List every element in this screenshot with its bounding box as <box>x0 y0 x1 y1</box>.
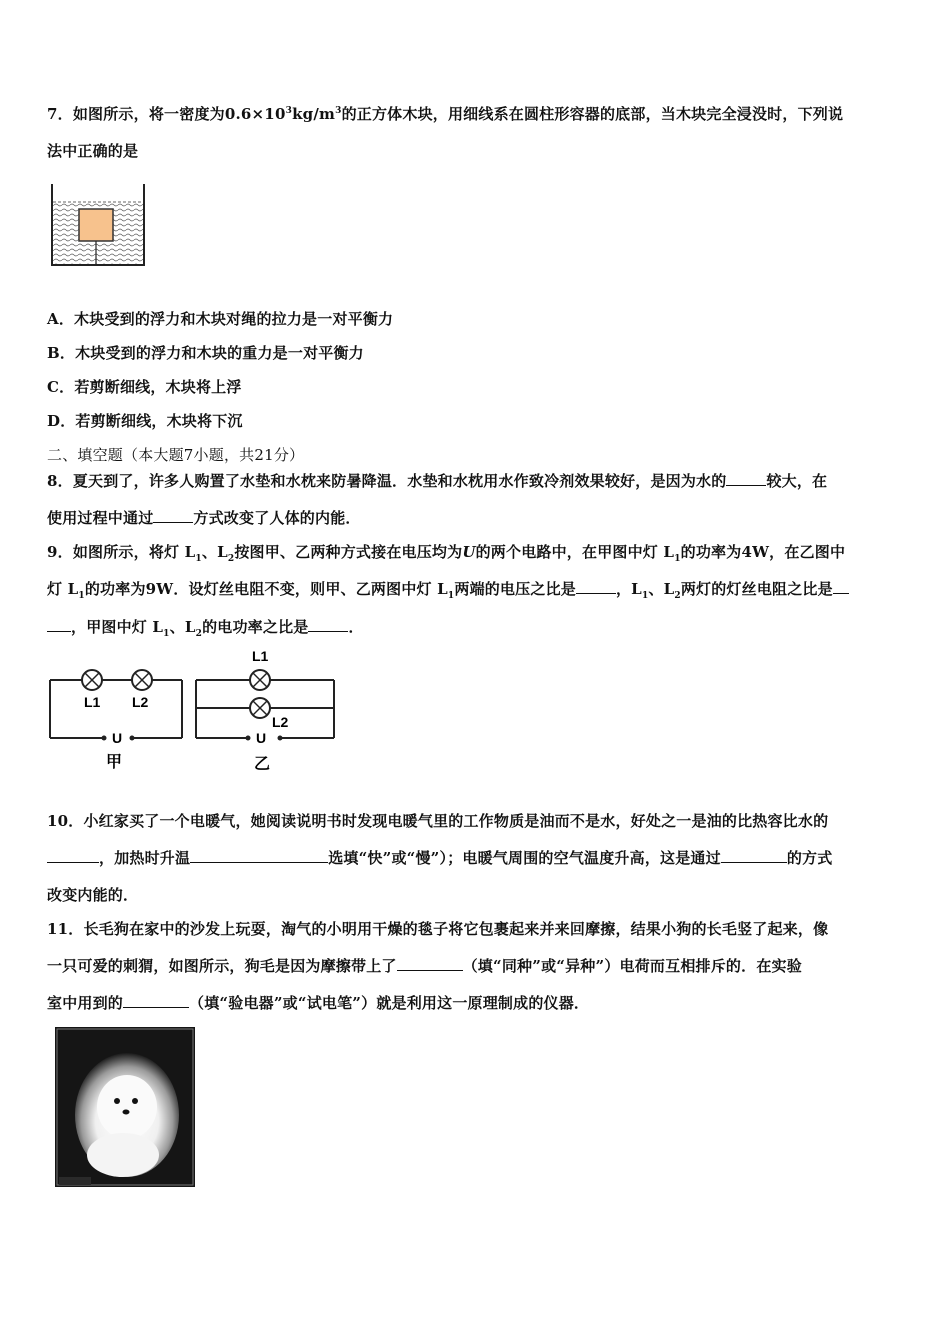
yi-l2-label: L2 <box>272 714 289 730</box>
q7-unit-exp: 3 <box>335 106 342 116</box>
terminal-dot <box>278 736 283 741</box>
q8-text-c: 使用过程中通过 <box>47 509 154 527</box>
terminal-dot <box>102 736 107 741</box>
q7-unit: kg/m <box>292 105 336 123</box>
q9-blank-2a <box>833 579 849 594</box>
q9-s8: 1 <box>163 629 170 639</box>
lamp-icon <box>250 698 270 718</box>
q9-blank-1 <box>576 579 616 594</box>
wood-block <box>79 209 113 241</box>
q7-option-c: C．若剪断细线，木块将上浮 <box>47 378 242 396</box>
q9-t10: 、L <box>648 580 675 598</box>
q7-density-exp: 3 <box>285 106 293 116</box>
dog-eye <box>132 1098 138 1104</box>
dog-eye <box>114 1098 120 1104</box>
section-title: 二、填空题（本大题7小题，共21分） <box>47 446 305 464</box>
q8-line2 <box>47 507 361 528</box>
q9-t5: 的功率为4W，在乙图中 <box>680 543 846 561</box>
q9-line1 <box>47 541 845 564</box>
yi-name: 乙 <box>254 754 271 773</box>
q7-option-b: B．木块受到的浮力和木块的重力是一对平衡力 <box>47 344 364 362</box>
q8-text-a: 8．夏天到了，许多人购置了水垫和水枕来防暑降温．水垫和水枕用水作致冷剂效果较好，是因为水的 <box>47 472 727 490</box>
q11-text-d: （填“验电器”或“试电笔”）就是利用这一原理制成的仪器． <box>189 994 590 1012</box>
q9-U: U <box>462 543 476 561</box>
q8-line1 <box>47 470 827 491</box>
q7-container-figure <box>46 182 150 270</box>
jia-name: 甲 <box>106 752 123 771</box>
q11-dog-photo <box>55 1027 195 1187</box>
lamp-icon <box>250 670 270 690</box>
q9-s2: 2 <box>227 554 235 564</box>
q9-t4: 的两个电路中，在甲图中灯 L <box>475 543 675 561</box>
q10-text-a: ，加热时升温 <box>99 849 191 867</box>
q9-t8: 两端的电压之比是 <box>454 580 576 598</box>
q11-text-c: 室中用到的 <box>47 994 124 1012</box>
q11-blank-1 <box>397 956 463 971</box>
q9-s1: 1 <box>195 554 202 564</box>
q7-stem-line1 <box>47 103 843 124</box>
q9-t2: 、L <box>201 543 228 561</box>
q9-line2 <box>47 578 849 601</box>
jia-u-label: U <box>112 730 123 746</box>
q7-text-b: 的正方体木块，用细线系在圆柱形容器的底部，当木块完全浸没时，下列说 <box>341 105 844 123</box>
q9-t12: ，甲图中灯 L <box>71 618 164 636</box>
q9-s3: 1 <box>674 554 681 564</box>
q9-s4: 1 <box>78 591 85 601</box>
q11-line2 <box>47 955 802 976</box>
q7-text-a: 7．如图所示，将一密度为 <box>47 105 225 123</box>
q10-line3: 改变内能的． <box>47 886 139 904</box>
q10-line2 <box>47 847 832 868</box>
jia-l2-label: L2 <box>132 694 149 710</box>
q7-option-d: D．若剪断细线，木块将下沉 <box>47 412 243 430</box>
q9-t11: 两灯的灯丝电阻之比是 <box>680 580 833 598</box>
q9-t6: 灯 L <box>47 580 79 598</box>
q11-text-a: 一只可爱的刺猬，如图所示，狗毛是因为摩擦带上了 <box>47 957 397 975</box>
q10-blank-3 <box>721 848 787 863</box>
q11-text-b: （填“同种”或“异种”）电荷而互相排斥的．在实验 <box>462 957 802 975</box>
q8-blank-1 <box>726 471 766 486</box>
q11-line1: 11．长毛狗在家中的沙发上玩耍，淘气的小明用干燥的毯子将它包裹起来并来回摩擦，结果小狗的长毛竖了起来，像 <box>47 920 829 938</box>
dog-nose <box>123 1110 130 1115</box>
lamp-icon <box>132 670 152 690</box>
q7-stem-line2: 法中正确的是 <box>47 142 139 160</box>
lamp-icon <box>82 670 102 690</box>
q8-blank-2 <box>153 508 193 523</box>
q9-t7: 的功率为9W．设灯丝电阻不变，则甲、乙两图中灯 L <box>84 580 448 598</box>
dog-body <box>87 1133 159 1177</box>
q10-line1: 10．小红家买了一个电暖气，她阅读说明书时发现电暖气里的工作物质是油而不是水，好处之一是油的比热容比水的 <box>47 812 829 830</box>
q9-circuit-figure <box>44 645 344 775</box>
dog-head <box>97 1075 157 1139</box>
q7-density: 0.6×10 <box>224 105 286 123</box>
q10-blank-1 <box>47 848 99 863</box>
q9-s9: 2 <box>195 629 203 639</box>
q8-text-b: 较大，在 <box>766 472 828 490</box>
q9-t9: ，L <box>615 580 642 598</box>
yi-l1-label: L1 <box>252 648 269 664</box>
q9-blank-2b <box>47 617 71 632</box>
q9-t13: 、L <box>169 618 196 636</box>
q7-option-a: A．木块受到的浮力和木块对绳的拉力是一对平衡力 <box>47 310 394 328</box>
q9-s7: 2 <box>674 591 681 601</box>
terminal-dot <box>246 736 251 741</box>
q10-text-b: 选填“快”或“慢”）；电暖气周围的空气温度升高，这是通过 <box>328 849 721 867</box>
jia-l1-label: L1 <box>84 694 101 710</box>
q10-blank-2 <box>190 848 328 863</box>
q9-line3 <box>47 616 364 639</box>
q10-text-c: 的方式 <box>786 849 833 867</box>
q9-t1: 9．如图所示，将灯 L <box>47 543 196 561</box>
q9-s5: 1 <box>447 591 455 601</box>
q9-t3: 按图甲、乙两种方式接在电压均为 <box>234 543 463 561</box>
yi-u-label: U <box>256 730 267 746</box>
q11-line3 <box>47 992 589 1013</box>
q8-text-d: 方式改变了人体的内能． <box>193 509 361 527</box>
q9-blank-3 <box>308 617 348 632</box>
q11-blank-2 <box>123 993 189 1008</box>
terminal-dot <box>130 736 135 741</box>
q9-t15: ． <box>348 618 364 636</box>
q9-s6: 1 <box>641 591 649 601</box>
q9-t14: 的电功率之比是 <box>202 618 309 636</box>
